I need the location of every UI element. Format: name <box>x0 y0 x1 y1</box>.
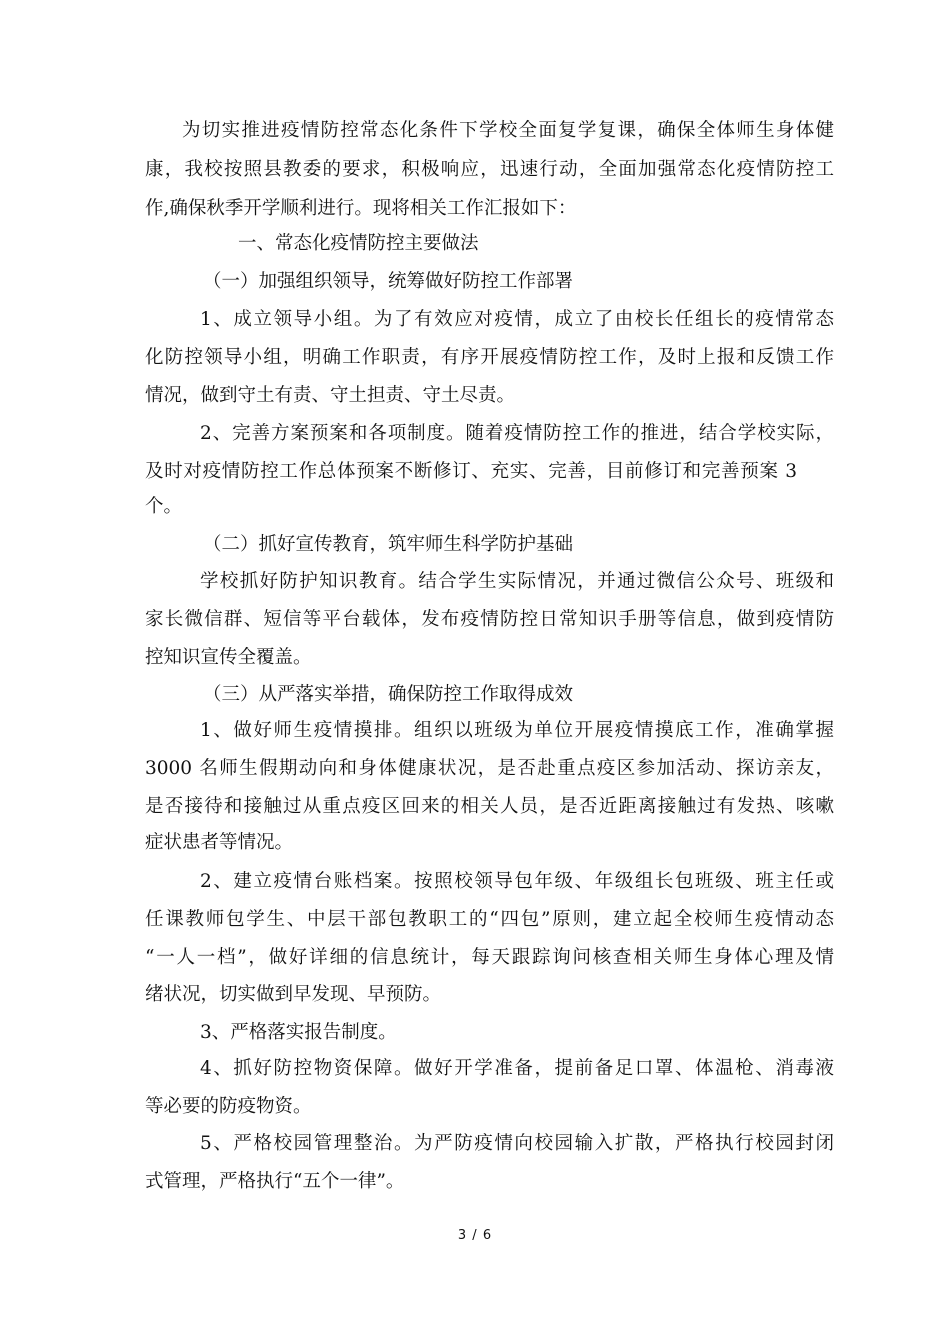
paragraph-line: 绪状况，切实做到早发现、早预防。 <box>145 984 442 1005</box>
paragraph-line: 控知识宣传全覆盖。 <box>145 647 312 668</box>
paragraph-line: 及时对疫情防控工作总体预案不断修订、充实、完善，目前修订和完善预案 3 <box>145 461 797 482</box>
paragraph-line: 式管理，严格执行“五个一律”。 <box>145 1171 405 1192</box>
paragraph-line: 症状患者等情况。 <box>145 832 294 853</box>
paragraph-line: 任课教师包学生、中层干部包教职工的“四包”原则，建立起全校师生疫情动态 <box>145 909 834 930</box>
paragraph-line: 5、严格校园管理整治。为严防疫情向校园输入扩散，严格执行校园封闭 <box>200 1133 834 1154</box>
paragraph-line: 1、做好师生疫情摸排。组织以班级为单位开展疫情摸底工作，准确掌握 <box>200 720 834 741</box>
paragraph-line: 学校抓好防护知识教育。结合学生实际情况，并通过微信公众号、班级和 <box>200 571 834 592</box>
subsection-heading: （二）抓好宣传教育，筑牢师生科学防护基础 <box>203 534 574 555</box>
subsection-heading: （一）加强组织领导，统筹做好防控工作部署 <box>203 271 574 292</box>
paragraph-line: 等必要的防疫物资。 <box>145 1096 312 1117</box>
paragraph-line: 康，我校按照县教委的要求，积极响应，迅速行动，全面加强常态化疫情防控工 <box>145 159 834 180</box>
paragraph-line: 2、建立疫情台账档案。按照校领导包年级、年级组长包班级、班主任或 <box>200 871 834 892</box>
paragraph-line: 个。 <box>145 496 183 517</box>
paragraph-line: 3000 名师生假期动向和身体健康状况，是否赴重点疫区参加活动、探访亲友， <box>145 758 834 779</box>
paragraph-line: 1、成立领导小组。为了有效应对疫情，成立了由校长任组长的疫情常态 <box>200 309 834 330</box>
paragraph-line: 化防控领导小组，明确工作职责，有序开展疫情防控工作，及时上报和反馈工作 <box>145 347 834 368</box>
paragraph-line: 情况，做到守土有责、守土担责、守土尽责。 <box>145 385 516 406</box>
subsection-heading: （三）从严落实举措，确保防控工作取得成效 <box>203 684 574 705</box>
section-heading: 一、常态化疫情防控主要做法 <box>238 233 479 254</box>
paragraph-line: 3、严格落实报告制度。 <box>200 1022 397 1043</box>
page-number: 3 / 6 <box>457 1228 493 1243</box>
paragraph-line: 为切实推进疫情防控常态化条件下学校全面复学复课，确保全体师生身体健 <box>182 120 834 141</box>
paragraph-line: 是否接待和接触过从重点疫区回来的相关人员，是否近距离接触过有发热、咳嗽 <box>145 796 834 817</box>
paragraph-line: 2、完善方案预案和各项制度。随着疫情防控工作的推进，结合学校实际， <box>200 423 834 444</box>
paragraph-line: 4、抓好防控物资保障。做好开学准备，提前备足口罩、体温枪、消毒液 <box>200 1058 834 1079</box>
paragraph-line: “一人一档”，做好详细的信息统计，每天跟踪询问核查相关师生身体心理及情 <box>145 947 834 968</box>
paragraph-line: 作,确保秋季开学顺利进行。现将相关工作汇报如下： <box>145 198 577 219</box>
paragraph-line: 家长微信群、短信等平台载体，发布疫情防控日常知识手册等信息，做到疫情防 <box>145 609 834 630</box>
